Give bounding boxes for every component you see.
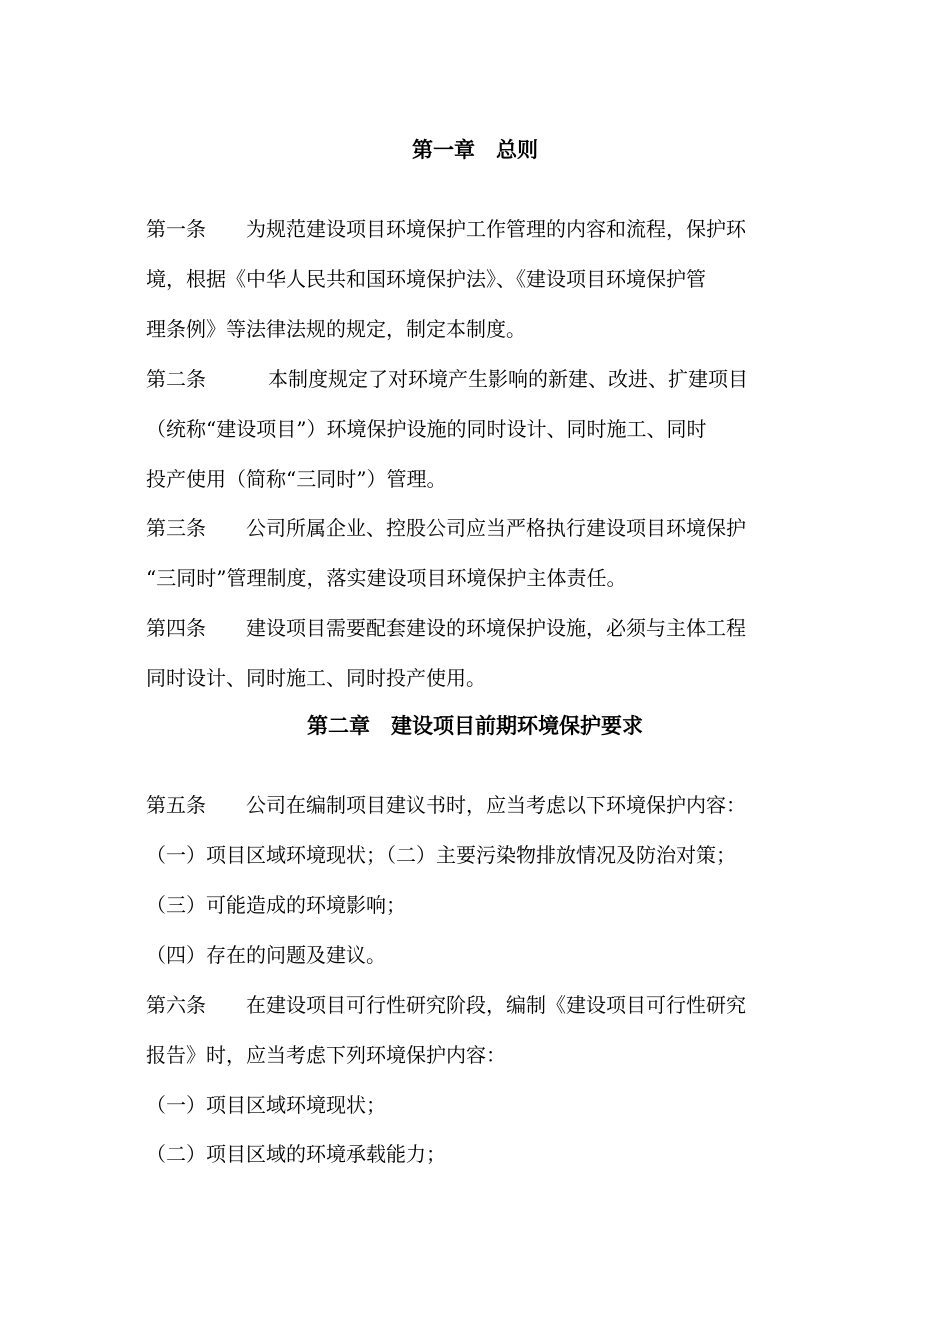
article-2-line-3: 投产使用（简称“三同时”）管理。: [146, 467, 447, 491]
article-2-line-2: （统称“建设项目”）环境保护设施的同时设计、同时施工、同时: [146, 417, 707, 441]
article-6-line-1: [146, 990, 816, 1020]
article-1-line-1: [146, 214, 816, 244]
article-6-text: 在建设项目可行性研究阶段，编制《建设项目可行性研究: [246, 993, 746, 1017]
article-3-line-2: “三同时”管理制度，落实建设项目环境保护主体责任。: [146, 566, 627, 590]
article-2-line-1: [146, 364, 816, 394]
article-5-line-3: （三）可能造成的环境影响；: [146, 893, 406, 917]
article-6-line-3: （一）项目区域环境现状；: [146, 1093, 386, 1117]
article-4-line-2: 同时设计、同时施工、同时投产使用。: [146, 666, 486, 690]
article-3-line-1: [146, 513, 816, 543]
article-1-line-2: 境，根据《中华人民共和国环境保护法》、《建设项目环境保护管: [146, 267, 706, 291]
article-1-text: 为规范建设项目环境保护工作管理的内容和流程，保护环: [246, 217, 746, 241]
article-2-label: 第二条: [146, 367, 206, 391]
article-5-label: 第五条: [146, 793, 206, 817]
article-5-line-2: （一）项目区域环境现状；（二）主要污染物排放情况及防治对策；: [146, 843, 736, 867]
article-6-line-4: （二）项目区域的环境承载能力；: [146, 1142, 446, 1166]
article-5-text: 公司在编制项目建议书时，应当考虑以下环境保护内容：: [246, 793, 746, 817]
article-3-text: 公司所属企业、控股公司应当严格执行建设项目环境保护: [246, 516, 746, 540]
article-1-line-3: 理条例》等法律法规的规定，制定本制度。: [146, 317, 526, 341]
article-2-text: 本制度规定了对环境产生影响的新建、改进、扩建项目: [268, 367, 748, 391]
article-6-line-2: 报告》时，应当考虑下列环境保护内容：: [146, 1043, 506, 1067]
article-4-label: 第四条: [146, 616, 206, 640]
article-4-text: 建设项目需要配套建设的环境保护设施，必须与主体工程: [246, 616, 746, 640]
article-5-line-4: （四）存在的问题及建议。: [146, 943, 386, 967]
article-5-line-1: [146, 790, 816, 820]
article-6-label: 第六条: [146, 993, 206, 1017]
chapter-2-title: 第二章 建设项目前期环境保护要求: [307, 714, 643, 738]
chapter-1-title: 第一章 总则: [412, 138, 538, 162]
article-1-label: 第一条: [146, 217, 206, 241]
article-3-label: 第三条: [146, 516, 206, 540]
article-4-line-1: [146, 613, 816, 643]
